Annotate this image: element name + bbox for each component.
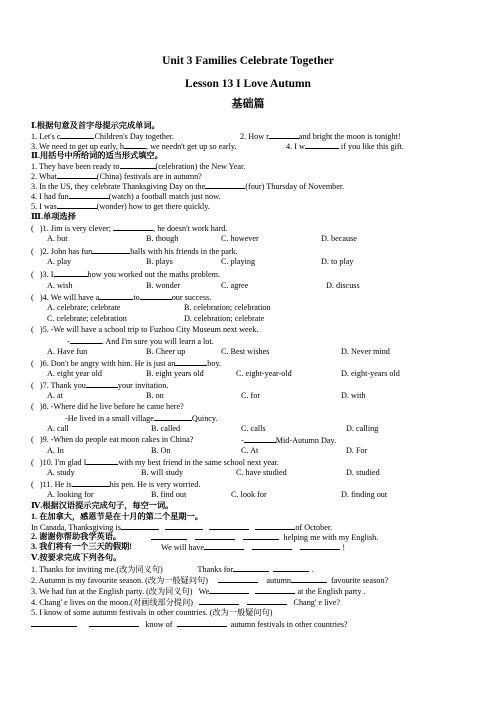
answer-blank[interactable] bbox=[151, 532, 187, 540]
mcq-5-option-d[interactable]: D. Never mind bbox=[341, 347, 390, 356]
answer-blank[interactable] bbox=[99, 292, 133, 300]
answer-blank[interactable] bbox=[233, 564, 269, 572]
mcq-4-option-a[interactable]: A. celebrate; celebrate bbox=[47, 303, 121, 312]
mcq-8-option-a[interactable]: A. call bbox=[47, 424, 69, 433]
answer-blank[interactable] bbox=[124, 141, 146, 149]
section-4-q1-chinese: 1. 在加拿大，感恩节是在十月的第二个星期一。 bbox=[31, 512, 203, 521]
answer-blank[interactable] bbox=[120, 161, 156, 169]
mcq-8-option-d[interactable]: D. calling bbox=[346, 424, 379, 433]
mcq-1-option-a[interactable]: A. but bbox=[47, 234, 68, 243]
answer-blank[interactable] bbox=[205, 181, 245, 189]
answer-blank[interactable] bbox=[255, 522, 295, 530]
mcq-11-option-d[interactable]: D. finding out bbox=[341, 490, 388, 499]
mcq-10-option-a[interactable]: A. study bbox=[47, 468, 75, 477]
section-4-q2-english: helping me with my English. bbox=[151, 532, 378, 543]
answer-blank[interactable] bbox=[175, 358, 207, 366]
mcq-6-stem: ( )6. Don't be angry with him. He is just an boy. bbox=[31, 359, 222, 368]
mcq-10-option-d[interactable]: D. studied bbox=[346, 468, 380, 477]
section-2-heading: Ⅱ.用括号中所给词的适当形式填空。 bbox=[31, 151, 163, 160]
answer-blank[interactable] bbox=[247, 597, 287, 605]
section-2-q4: 4. I had fun (watch) a football match just now. bbox=[31, 192, 221, 201]
section-3-heading: Ⅲ.单项选择 bbox=[31, 212, 76, 221]
unit-title: Unit 3 Families Celebrate Together bbox=[162, 55, 334, 67]
lesson-title: Lesson 13 I Love Autumn bbox=[185, 78, 311, 90]
mcq-3-option-c[interactable]: C. agree bbox=[221, 281, 249, 290]
answer-blank[interactable] bbox=[165, 522, 203, 530]
mcq-5-reply: - . And I'm sure you will learn a lot. bbox=[67, 337, 214, 346]
mcq-8-option-c[interactable]: C. calls bbox=[241, 424, 266, 433]
mcq-9-option-b[interactable]: B. On bbox=[151, 446, 171, 455]
mcq-6-option-b[interactable]: B. eight years old bbox=[146, 369, 204, 378]
mcq-2-option-c[interactable]: C. playing bbox=[221, 257, 256, 266]
answer-blank[interactable] bbox=[92, 246, 130, 254]
mcq-3-stem: ( )3. I how you worked out the maths problem. bbox=[31, 270, 221, 279]
mcq-10-stem: ( )10. I'm glad I with my best friend in the same school next year. bbox=[31, 458, 279, 467]
answer-blank[interactable] bbox=[140, 292, 172, 300]
section-5-q5: 5. I know of some autumn festivals in other countries. (改为一般疑问句) bbox=[31, 608, 273, 617]
answer-blank[interactable] bbox=[269, 131, 299, 139]
answer-blank[interactable] bbox=[113, 223, 153, 231]
mcq-3-option-a[interactable]: A. wish bbox=[47, 281, 73, 290]
mcq-5-option-a[interactable]: A. Have fun bbox=[47, 347, 88, 356]
answer-blank[interactable] bbox=[70, 336, 102, 344]
answer-blank[interactable] bbox=[54, 269, 88, 277]
mcq-4-option-b[interactable]: B. celebration; celebration bbox=[184, 303, 271, 312]
answer-blank[interactable] bbox=[89, 619, 139, 627]
mcq-1-option-c[interactable]: C. however bbox=[221, 234, 259, 243]
mcq-9-reply: - Mid-Autumn Day. bbox=[241, 436, 337, 445]
mcq-5-option-c[interactable]: C. Best wishes bbox=[221, 347, 270, 356]
answer-blank[interactable] bbox=[57, 201, 97, 209]
mcq-7-option-a[interactable]: A. at bbox=[47, 391, 63, 400]
mcq-8-reply: -He lived in a small village Quincy. bbox=[65, 414, 218, 423]
mcq-2-option-a[interactable]: A. play bbox=[47, 257, 72, 266]
section-1-line-2: 3. We need to get up early, h , we needn't get up so early. bbox=[31, 142, 237, 151]
mcq-4-option-c[interactable]: C. celebrate; celebration bbox=[47, 314, 127, 323]
answer-blank[interactable] bbox=[252, 542, 292, 550]
mcq-2-stem: ( )2. John has fun balls with his friends in the park. bbox=[31, 247, 238, 256]
mcq-11-option-b[interactable]: B. find out bbox=[151, 490, 187, 499]
answer-blank[interactable] bbox=[199, 597, 239, 605]
mcq-1-option-d[interactable]: D. because bbox=[321, 234, 357, 243]
answer-blank[interactable] bbox=[57, 171, 97, 179]
mcq-5-option-b[interactable]: B. Cheer up bbox=[146, 347, 186, 356]
section-5-q3: 3. We had fun at the English party. (改为同义句) We at the English party . bbox=[31, 587, 366, 596]
mcq-5-stem: ( )5. -We will have a school trip to Fuzhou City Museum next week. bbox=[31, 325, 259, 334]
section-4-q1-english: In Canada, Thanksgiving is of October. bbox=[31, 523, 333, 532]
answer-blank[interactable] bbox=[305, 141, 339, 149]
answer-blank[interactable] bbox=[72, 479, 110, 487]
section-5-q1: 1. Thanks for inviting me.(改为同义句) Thanks for . bbox=[31, 565, 314, 574]
answer-blank[interactable] bbox=[244, 435, 276, 443]
section-1-line-2b: 4. I w if you like this gift. bbox=[286, 142, 404, 151]
answer-blank[interactable] bbox=[60, 131, 94, 139]
mcq-4-stem: ( )4. We will have a to our success. bbox=[31, 293, 212, 302]
mcq-10-option-b[interactable]: B. will study bbox=[141, 468, 184, 477]
answer-blank[interactable] bbox=[204, 542, 244, 550]
answer-blank[interactable] bbox=[177, 619, 227, 627]
mcq-3-option-b[interactable]: B. wonder bbox=[146, 281, 181, 290]
answer-blank[interactable] bbox=[300, 542, 340, 550]
mcq-6-option-a[interactable]: A. eight year old bbox=[47, 369, 103, 378]
section-5-q5-answer: know of autumn festivals in other countries? bbox=[31, 619, 348, 630]
mcq-3-option-d[interactable]: D. discuss bbox=[326, 281, 360, 290]
mcq-8-option-b[interactable]: B. called bbox=[151, 424, 181, 433]
answer-blank[interactable] bbox=[209, 522, 249, 530]
section-5-q2: 2. Autumn is my favourite season. (改为一般疑问句) autumn favourite season? bbox=[31, 576, 389, 585]
mcq-7-option-c[interactable]: C. for bbox=[241, 391, 261, 400]
section-4-q2-chinese: 2. 谢谢你帮助我学英语。 bbox=[31, 532, 122, 541]
mcq-9-option-d[interactable]: D. For bbox=[346, 446, 368, 455]
section-5-q4: 4. Chang' e lives on the moon.(对画线部分提问) Chang' e live? bbox=[31, 598, 340, 607]
mcq-6-option-d[interactable]: D. eight-years old bbox=[341, 369, 400, 378]
answer-blank[interactable] bbox=[86, 380, 118, 388]
answer-blank[interactable] bbox=[154, 413, 192, 421]
section-4-heading: Ⅳ.根据汉语提示完成句子，每空一词。 bbox=[31, 501, 174, 510]
answer-blank[interactable] bbox=[255, 586, 295, 594]
section-4-q3-english: We will have ! bbox=[161, 543, 346, 552]
mcq-8-stem: ( )8. -Where did he live before he came here? bbox=[31, 402, 184, 411]
mcq-10-option-c[interactable]: C. have studied bbox=[236, 468, 287, 477]
mcq-4-option-d[interactable]: D. celebration; celebrate bbox=[184, 314, 265, 323]
mcq-2-option-d[interactable]: D. to play bbox=[321, 257, 354, 266]
answer-blank[interactable] bbox=[31, 619, 77, 627]
mcq-9-option-a[interactable]: A. In bbox=[47, 446, 64, 455]
mcq-11-option-a[interactable]: A. looking for bbox=[47, 490, 94, 499]
mcq-11-option-c[interactable]: C. look for bbox=[231, 490, 267, 499]
answer-blank[interactable] bbox=[273, 564, 309, 572]
mcq-9-option-c[interactable]: C. At bbox=[241, 446, 259, 455]
answer-blank[interactable] bbox=[195, 532, 235, 540]
mcq-11-stem: ( )11. He is his pen. He is very worried. bbox=[31, 480, 201, 489]
mcq-1-stem: ( )1. Jim is very clever; , he doesn't work hard. bbox=[31, 224, 228, 233]
answer-blank[interactable] bbox=[69, 191, 109, 199]
section-2-q3: 3. In the US, they celebrate Thanksgiving Day on the (four) Thursday of November. bbox=[31, 182, 345, 191]
section-5-heading: Ⅴ.按要求完成下列各句。 bbox=[31, 553, 122, 562]
mcq-7-option-b[interactable]: B. on bbox=[146, 391, 164, 400]
section-2-q5: 5. I was (wonder) how to get there quickly. bbox=[31, 202, 210, 211]
answer-blank[interactable] bbox=[209, 586, 249, 594]
mcq-2-option-b[interactable]: B. plays bbox=[146, 257, 173, 266]
mcq-1-option-b[interactable]: B. though bbox=[146, 234, 179, 243]
mcq-7-stem: ( )7. Thank you your invitation. bbox=[31, 381, 169, 390]
section-1-line-1: 1. Let's c Children's Day together. bbox=[31, 132, 174, 141]
answer-blank[interactable] bbox=[86, 457, 118, 465]
mcq-7-option-d[interactable]: D. with bbox=[341, 391, 366, 400]
section-4-q3-chinese: 3. 我们将有一个三天的假期! bbox=[31, 542, 132, 551]
mcq-6-option-c[interactable]: C. eight-year-old bbox=[236, 369, 292, 378]
level-title: 基础篇 bbox=[231, 98, 265, 110]
section-2-q2: 2. What (China) festivals are in autumn? bbox=[31, 172, 202, 181]
mcq-9-stem: ( )9. -When do people eat moon cakes in China? bbox=[31, 435, 194, 444]
section-2-q1: 1. They have been ready to (celebration) the New Year. bbox=[31, 162, 246, 171]
answer-blank[interactable] bbox=[121, 522, 159, 530]
section-1-heading: Ⅰ.根据句意及首字母提示完成单词。 bbox=[31, 121, 160, 130]
answer-blank[interactable] bbox=[291, 575, 327, 583]
answer-blank[interactable] bbox=[218, 575, 258, 583]
answer-blank[interactable] bbox=[243, 532, 279, 540]
section-1-line-1b: 2. How r and bright the moon is tonight! bbox=[240, 132, 401, 141]
